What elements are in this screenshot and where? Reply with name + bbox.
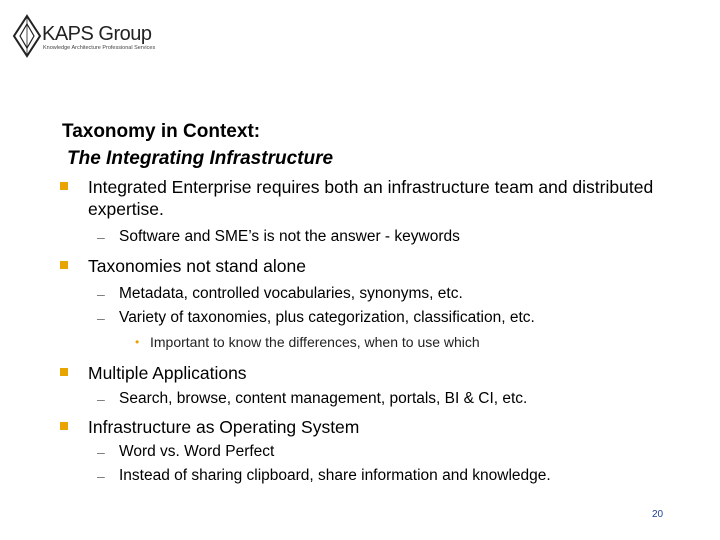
sub-sub-bullet-item xyxy=(60,332,680,352)
sub-bullet-item xyxy=(60,282,680,306)
dash-bullet-icon: – xyxy=(97,229,105,245)
bullet-text: Multiple Applications xyxy=(88,363,247,383)
dash-bullet-icon: – xyxy=(97,310,105,326)
page-number: 20 xyxy=(652,509,664,520)
bullet-text: Infrastructure as Operating System xyxy=(88,417,360,437)
bullet-item xyxy=(60,255,680,277)
sub-bullet-text: Search, browse, content management, portals, BI & CI, etc. xyxy=(119,390,528,407)
sub-bullet-item xyxy=(60,225,680,249)
bullet-item xyxy=(60,176,680,220)
bullet-item xyxy=(60,362,680,384)
bullet-list xyxy=(60,176,680,488)
sub-bullet-text: Metadata, controlled vocabularies, synonyms, etc. xyxy=(119,285,463,302)
square-bullet-icon xyxy=(60,368,68,376)
sub-bullet-text: Instead of sharing clipboard, share information and knowledge. xyxy=(119,467,551,484)
square-bullet-icon xyxy=(60,182,68,190)
bullet-text: Taxonomies not stand alone xyxy=(88,256,306,276)
diamond-logo-icon xyxy=(12,14,42,58)
slide-title-line1: Taxonomy in Context: xyxy=(62,121,261,142)
dash-bullet-icon: – xyxy=(97,391,105,407)
sub-bullet-text: Variety of taxonomies, plus categorization, classification, etc. xyxy=(119,309,535,326)
sub-bullet-item xyxy=(60,464,680,488)
bullet-item xyxy=(60,416,680,438)
dash-bullet-icon: – xyxy=(97,286,105,302)
sub-bullet-text: Word vs. Word Perfect xyxy=(119,443,275,460)
sub-bullet-item xyxy=(60,387,680,411)
sub-bullet-text: Software and SME’s is not the answer - keywords xyxy=(119,228,460,245)
sub-bullet-item xyxy=(60,440,680,464)
sub-sub-bullet-text: Important to know the differences, when to use which xyxy=(150,334,480,350)
logo-name: KAPS Group xyxy=(42,23,152,45)
company-logo xyxy=(12,14,162,58)
sub-bullet-item xyxy=(60,306,680,330)
square-bullet-icon xyxy=(60,261,68,269)
dash-bullet-icon: – xyxy=(97,468,105,484)
dash-bullet-icon: – xyxy=(97,444,105,460)
logo-tagline: Knowledge Architecture Professional Services xyxy=(43,45,156,51)
bullet-text: Integrated Enterprise requires both an infrastructure team and distributed expertise. xyxy=(88,177,654,219)
dot-bullet-icon: • xyxy=(135,335,140,349)
slide-title xyxy=(62,118,333,172)
slide-title-line2: The Integrating Infrastructure xyxy=(67,148,334,169)
square-bullet-icon xyxy=(60,422,68,430)
